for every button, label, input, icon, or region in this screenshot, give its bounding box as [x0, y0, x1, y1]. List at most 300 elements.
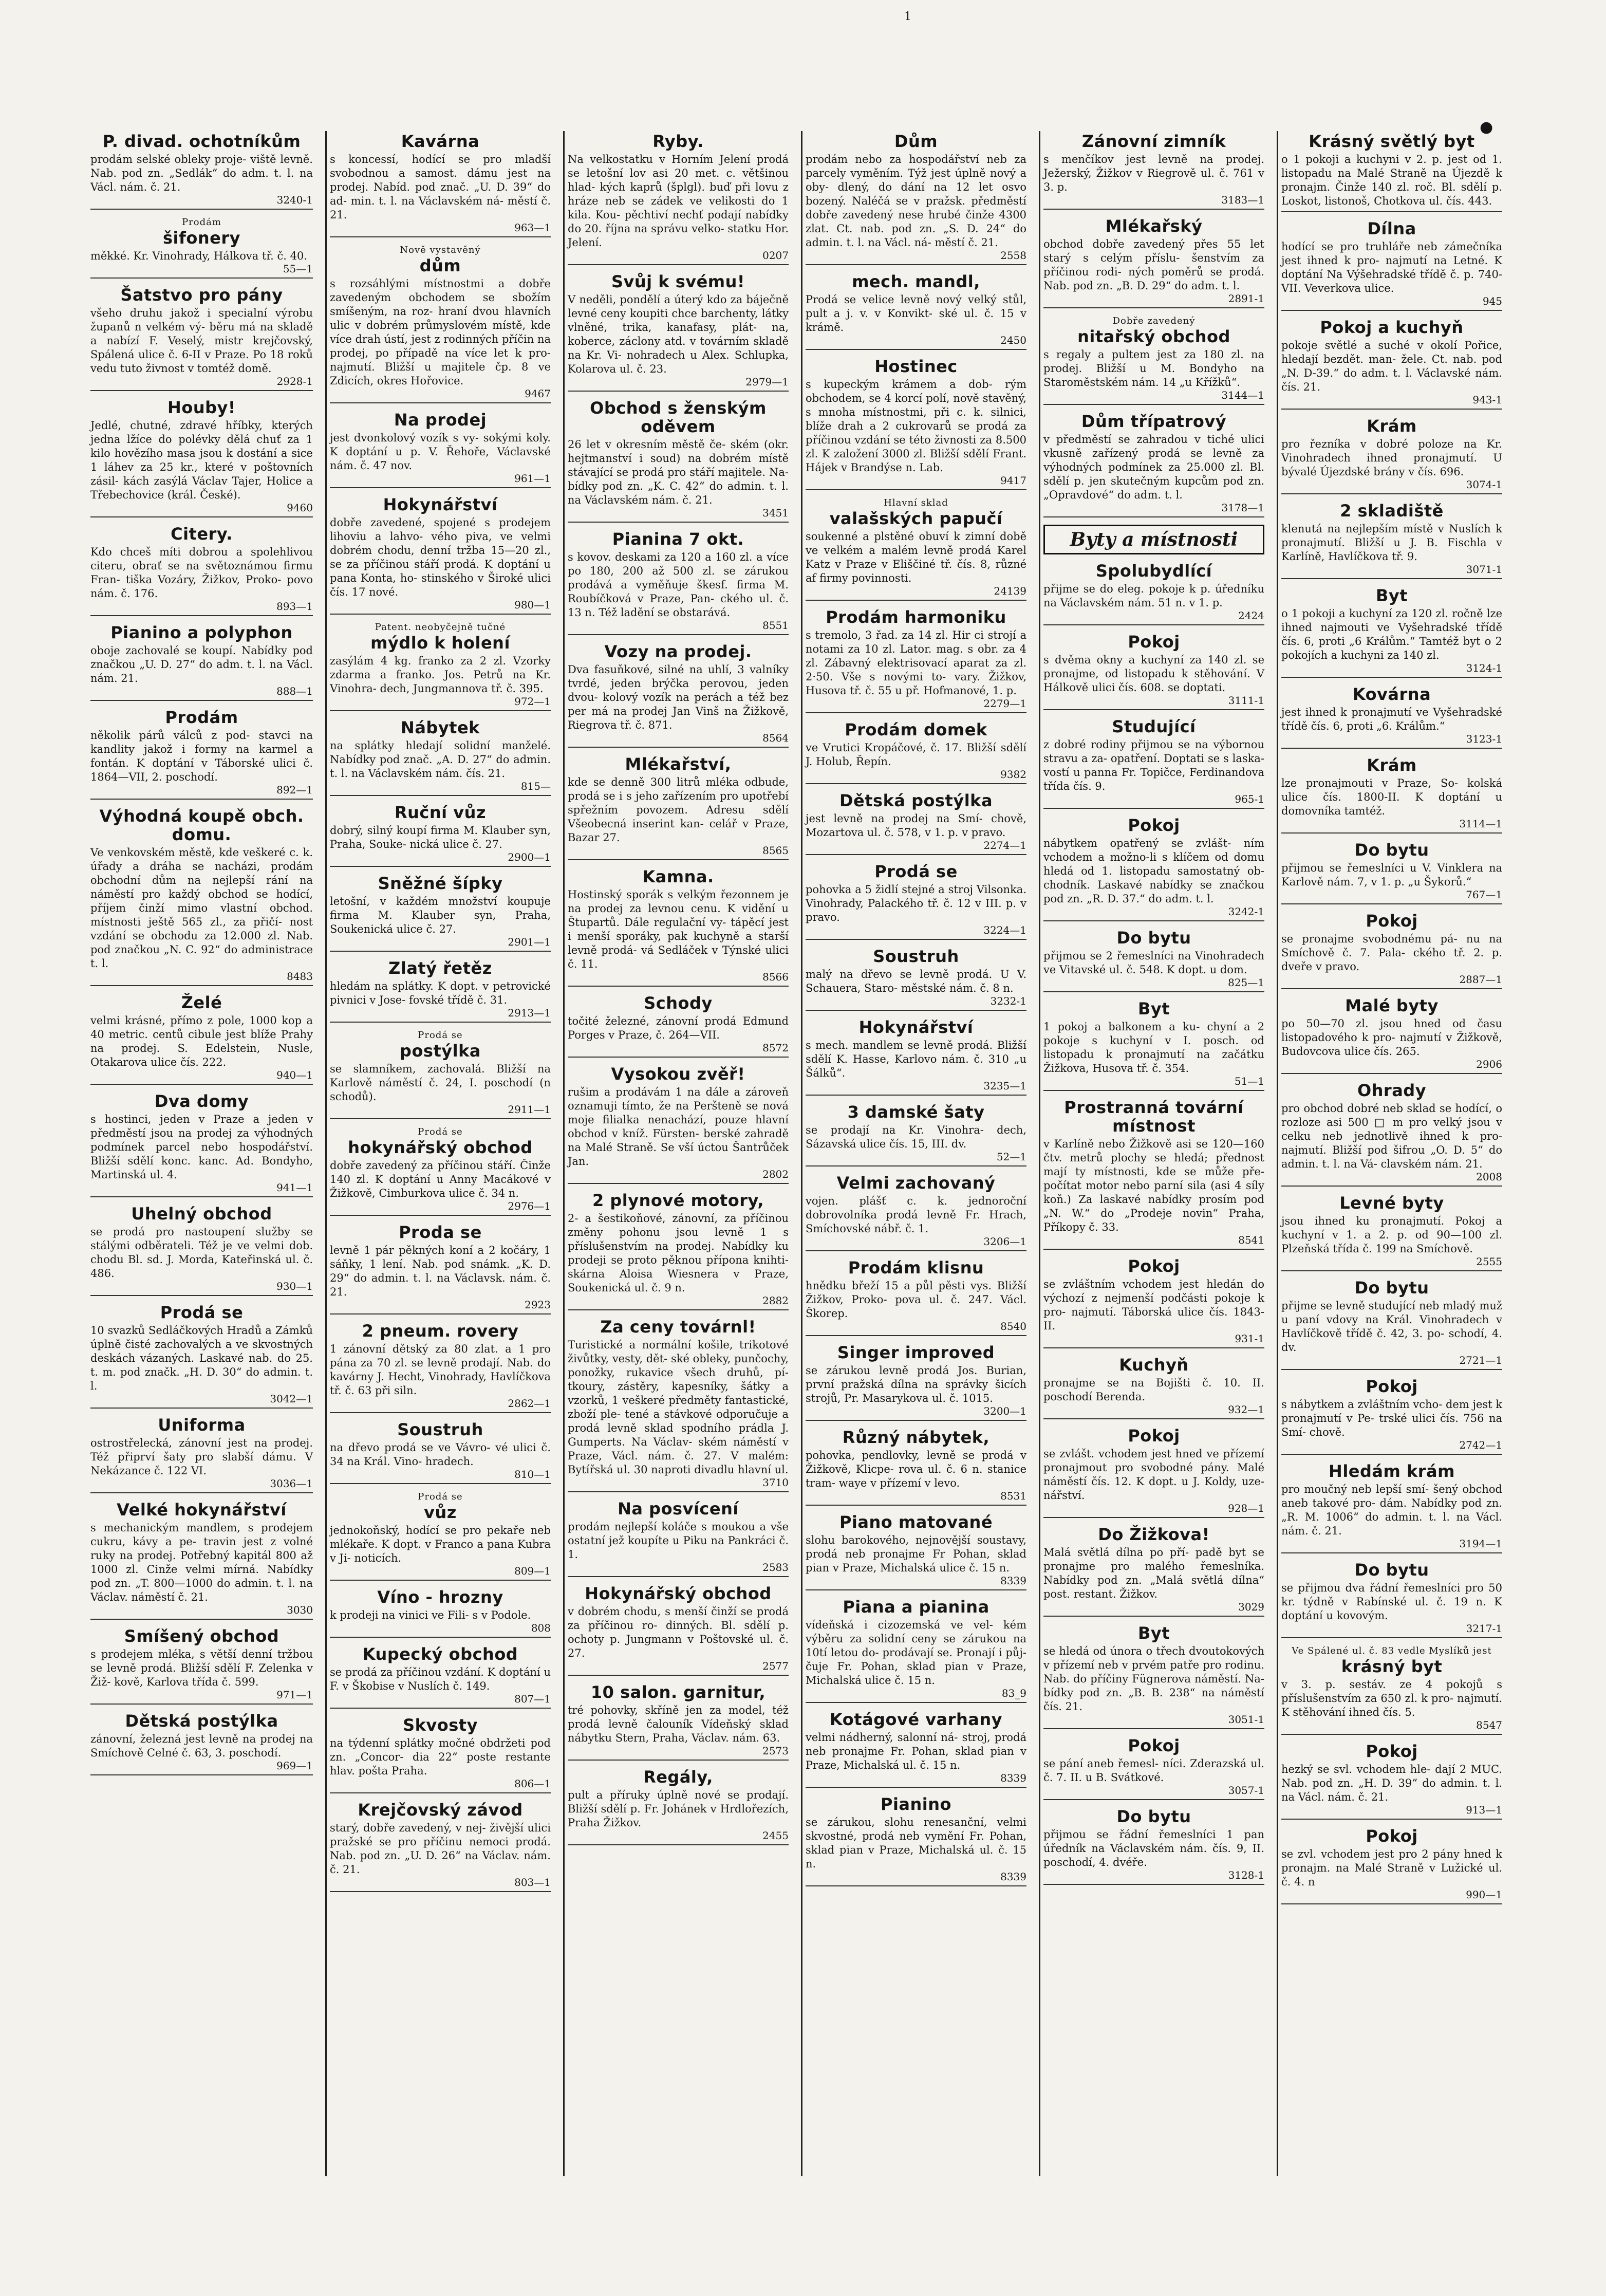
ad-reference-number: 2721—1 [1459, 1354, 1502, 1366]
ad-text: soukenné a plstěné obuví k zimní době ve velkém a malém levně prodá Karel Katz v Praze v Eliščiné tř. čís. 8, různé af firmy povinnosti. [806, 530, 1026, 584]
column-2 [325, 131, 554, 2176]
ad-text: 26 let v okresním městě če- ském (okr. hejtmanství i soud) na dobrém místě stávající se prodá pro stáří majitele. Na- bídky pod zn. „K. C. 42“ do admin. t. l. na Václavském nám. č. 21. [568, 438, 789, 506]
ad-kicker: Patent. neobyčejně tučné [375, 622, 506, 633]
ad-reference-number: 3235—1 [983, 1080, 1026, 1092]
classified-ad [806, 1018, 1026, 1096]
ad-reference-number: 3111-1 [1228, 694, 1264, 707]
ad-reference-number: 2906 [1476, 1058, 1502, 1070]
ad-heading: Pianino a polyphon [110, 623, 293, 642]
classified-ad [806, 1103, 1026, 1166]
classified-ad [1281, 841, 1502, 904]
ad-reference-number: 2913—1 [508, 1007, 551, 1019]
ad-heading: Mlékařský [1105, 216, 1203, 236]
ad-heading: Uniforma [158, 1415, 246, 1435]
ad-heading: šifonery [162, 228, 241, 248]
ad-heading: Kotágové varhany [830, 1710, 1002, 1729]
ad-kicker: Prodá se [418, 1126, 463, 1137]
ad-reference-number: 2979—1 [745, 376, 789, 388]
classified-ad [330, 1491, 551, 1581]
classified-ad [330, 132, 551, 237]
ad-heading: 2 skladiště [1340, 501, 1444, 521]
ad-heading: Sněžné šípky [378, 874, 503, 893]
column-1 [87, 131, 316, 2176]
classified-ad [1281, 996, 1502, 1074]
ad-reference-number: 3451 [762, 507, 789, 519]
ad-text: pohovka a 5 židlí stejné a stroj Vilsonka. Vinohrady, Palackého tř. č. 12 v III. p. v pravo. [806, 883, 1026, 923]
classified-ad [568, 272, 789, 392]
ad-heading: Prodám domek [845, 720, 987, 739]
classified-ad [806, 947, 1026, 1011]
ad-text: rušim a prodávám 1 na dále a zároveň oznamuji tímto, že na Peršteně se nová moje filialka nenachází, pouze hlavní obchod v kníž. Fürsten- berské zahradě na Malé Straně. Se vší úctou Šantrůček Jan. [568, 1086, 789, 1168]
ad-text: se prodá za příčinou vzdání. K doptání u F. v Škobise v Nuslích č. 149. [330, 1666, 551, 1692]
classified-ad [90, 807, 313, 986]
ad-reference-number: 0207 [762, 249, 789, 262]
ad-heading: 2 pneum. rovery [362, 1321, 519, 1341]
ad-text: velmi krásné, přímo z pole, 1000 kop a 40 metric. centů cibule jest blíže Prahy na prodej. S. Edelstein, Nusle, Otakarova ulice čís. 222. [90, 1014, 313, 1068]
ad-reference-number: 2583 [762, 1561, 789, 1573]
ad-text: točité železné, zánovní prodá Edmund Porges v Praze, č. 264—VII. [568, 1015, 789, 1041]
classified-ad [1281, 502, 1502, 579]
ad-text: 1 pokoj a balkonem a ku- chyní a 2 pokoje s kuchyní v I. posch. od listopadu k pronajmutí na začátku Žižkova, Husova tř. č. 354. [1043, 1021, 1264, 1075]
ad-heading: Krásný světlý byt [1309, 132, 1475, 151]
ad-text: V neděli, pondělí a úterý kdo za báječně levné ceny koupiti chce barchenty, látky vlněné, trika, kanafasy, plát- na, koberce, záclony atd. v továrním skladě na Kr. Vi- nohradech u Alex. Schlupka, Kolarova ul. č. 23. [568, 293, 789, 375]
ad-heading: valašských papučí [829, 509, 1003, 528]
ad-text: s kovov. deskami za 120 a 160 zl. a více po 180, 200 až 500 zl. se zárukou prodává a vyměňuje škesf. firma M. Roubíčková v Praze, Pan- ckého ul. č. 13 n. Též ladění se obstarává. [568, 551, 789, 619]
ad-reference-number: 3057-1 [1228, 1784, 1264, 1797]
ad-heading: Do bytu [1354, 840, 1429, 860]
ad-text: přijmou se řemeslníci u V. Vinklera na Karlově nám. 7, v 1. p. „u Šykorů.“ [1281, 862, 1502, 888]
ad-kicker: Ve Spálené ul. č. 83 vedle Myslíků jest [1292, 1645, 1492, 1656]
classified-ad [806, 1598, 1026, 1703]
classified-ad [90, 217, 313, 279]
classified-ad [568, 1768, 789, 1845]
ad-reference-number: 52—1 [996, 1151, 1026, 1163]
ad-reference-number: 965-1 [1235, 793, 1264, 805]
classified-ad [330, 718, 551, 796]
ad-heading: P. divad. ochotníkům [102, 132, 301, 151]
ad-heading: Hostinec [874, 357, 958, 376]
classified-ad [806, 1710, 1026, 1788]
ad-heading: mýdlo k holení [370, 633, 510, 653]
classified-ad [1043, 1807, 1264, 1885]
ad-reference-number: 8551 [762, 619, 789, 632]
classified-ad [90, 1205, 313, 1296]
ad-reference-number: 9467 [525, 387, 551, 400]
ad-text: se přijmou dva řádní řemeslníci pro 50 kr. týdně v Rabínské ul. č. 19 n. K doptání u kovovým. [1281, 1582, 1502, 1622]
ad-heading: Zlatý řetěz [388, 958, 492, 978]
ad-reference-number: 83_9 [1001, 1687, 1026, 1699]
ad-heading: Dům [894, 132, 938, 151]
ad-reference-number: 767—1 [1466, 888, 1502, 901]
ad-heading: Šatstvo pro pány [120, 285, 283, 305]
ad-reference-number: 3071-1 [1466, 563, 1502, 576]
ad-heading: Ryby. [652, 132, 704, 151]
ad-text: se zvl. vchodem jest pro 2 pány hned k pronajm. na Malé Straně v Lužické ul. č. 4. n [1281, 1848, 1502, 1888]
ad-heading: Víno - hrozny [377, 1587, 503, 1607]
ad-text: se pronajme svobodnému pá- nu na Smíchově č. 7. Pala- ckého tř. 2. p. dveře v pravo. [1281, 933, 1502, 973]
ad-reference-number: 8540 [1000, 1320, 1026, 1332]
classified-ad [1281, 1462, 1502, 1553]
ad-reference-number: 2279—1 [983, 697, 1026, 710]
column-6 [1277, 131, 1505, 2176]
ad-text: levně 1 pár pěkných koní a 2 kočáry, 1 sáňky, 1 lení. Nab. pod snámk. „K. D. 29“ do admin. t. l. na Václavsk. nám. č. 21. [330, 1244, 551, 1298]
ad-reference-number: 971—1 [276, 1689, 313, 1701]
ad-reference-number: 806—1 [514, 1777, 551, 1790]
classified-ad [806, 608, 1026, 713]
ad-text: na týdenní splátky močné obdržeti pod zn. „Concor- dia 22“ poste restante hlav. pošta Praha. [330, 1737, 551, 1777]
ad-text: kde se denně 300 litrů mléka odbude, prodá se i s jeho zařízením pro upotřebí spřežním povozem. Adresu sdělí Všeobecná inserint kan- celář v Praze, Bazar 27. [568, 776, 789, 844]
ad-reference-number: 2882 [762, 1294, 789, 1307]
ad-heading: Nábytek [401, 718, 480, 737]
classified-ad [1043, 816, 1264, 921]
ad-text: zasýlám 4 kg. franko za 2 zl. Vzorky zdarma a franko. Jos. Petrů na Kr. Vinohra- dech, Jungmannova tř. č. 395. [330, 655, 551, 695]
ad-heading: Pokoj [1128, 632, 1180, 652]
ad-reference-number: 2555 [1476, 1255, 1502, 1268]
ad-text: se slamníkem, zachovalá. Bližší na Karlově náměstí č. 24, I. poschodí (n schodů). [330, 1063, 551, 1103]
ad-text: pronajme se na Bojišti č. 10. II. poschodí Berenda. [1043, 1377, 1264, 1403]
ad-text: v dobrém chodu, s menší činží se prodá za příčinou ro- dinných. Bl. sdělí p. ochoty p. Jungmann v Poštovské ul. č. 27. [568, 1605, 789, 1659]
ad-text: se hledá od února o třech dvoutokových v přízemí neb v prvém patře pro rodinu. Nab. do příčiny Fügnerova náměstí. Na- bídky pod zn. „B. B. 238“ na náměstí čís. 21. [1043, 1645, 1264, 1713]
ad-reference-number: 931-1 [1235, 1332, 1264, 1345]
ad-reference-number: 8547 [1476, 1719, 1502, 1731]
ad-heading: Dětská postýlka [839, 791, 993, 810]
ad-reference-number: 930—1 [276, 1280, 313, 1292]
classified-ad [1043, 999, 1264, 1091]
ad-heading: Velmi zachovaný [836, 1173, 996, 1193]
ad-text: po 50—70 zl. jsou hned od času listopadového k pro- najmutí v Žižkově, Budovcova ulice čís. 265. [1281, 1017, 1502, 1058]
classified-ad [568, 755, 789, 860]
ad-heading: Prodám klisnu [848, 1258, 984, 1277]
ad-heading: Krám [1367, 416, 1417, 436]
ad-heading: Krejčovský závod [358, 1800, 523, 1820]
ad-reference-number: 8339 [1000, 1575, 1026, 1587]
ad-reference-number: 2558 [1000, 249, 1026, 262]
classified-ad [1043, 412, 1264, 517]
classified-ad [1043, 1427, 1264, 1518]
classified-ad [806, 1343, 1026, 1421]
ad-reference-number: 8565 [762, 844, 789, 857]
ad-text: ostrostřelecká, zánovní jest na prodej. Též připrví šaty pro slabší dámu. V Nekázance č. 122 VI. [90, 1437, 313, 1477]
ad-text: 1 zánovní dětský za 80 zlat. a 1 pro pána za 70 zl. se levně prodají. Nab. do kavárny J. Hecht, Vinohrady, Havlíčkova tř. č. 63 při siln. [330, 1343, 551, 1397]
ad-text: s menčíkov jest levně na prodej. Ježerský, Žižkov v Riegrově ul. č. 761 v 3. p. [1043, 153, 1264, 193]
column-3 [563, 131, 792, 2176]
ad-heading: Svůj k svému! [611, 272, 745, 291]
ad-text: prodám selské obleky proje- viště levně. Nab. pod zn. „Sedlák“ do adm. t. l. na Václ. nám. č. 21. [90, 153, 313, 193]
classified-ad [1043, 1257, 1264, 1348]
ad-reference-number: 932—1 [1228, 1403, 1264, 1416]
classified-ad [90, 708, 313, 800]
classified-ad [90, 1416, 313, 1493]
ad-reference-number: 3710 [762, 1476, 789, 1489]
ad-reference-number: 8564 [762, 732, 789, 744]
ad-reference-number: 2577 [762, 1660, 789, 1672]
classified-ad [568, 867, 789, 987]
ad-reference-number: 3123-1 [1466, 733, 1502, 745]
classified-ad [330, 1716, 551, 1793]
ad-text: v 3. p. sestáv. ze 4 pokojů s příslušenstvím za 650 zl. k pro- najmutí. K stěhování ihned čís. 5. [1281, 1678, 1502, 1718]
classified-ad [1281, 318, 1502, 410]
ad-heading: Pokoj [1366, 911, 1418, 931]
ad-reference-number: 803—1 [514, 1876, 551, 1888]
classified-ad [90, 1303, 313, 1409]
ad-reference-number: 8531 [1000, 1490, 1026, 1502]
classified-ad [806, 1258, 1026, 1336]
ad-reference-number: 9460 [287, 502, 313, 514]
classified-ad [90, 1627, 313, 1705]
ad-heading: Kupecký obchod [362, 1644, 518, 1664]
classified-ad [330, 1322, 551, 1413]
ad-text: Jedlé, chutné, zdravé hříbky, kterých jedna lžíce do polévky dělá chuť za 1 kilo hovězího masa jsou k dostání a sice 1 láhev za 25 kr., které v poštovních zásil- kách zasýlá Václav Tajer, Holice a Třebechovice (král. České). [90, 419, 313, 501]
classified-ad [806, 272, 1026, 350]
ad-heading: Pianino [880, 1794, 952, 1814]
ad-heading: Byt [1137, 1623, 1170, 1643]
ad-heading: Kavárna [401, 132, 480, 151]
classified-ad [806, 1513, 1026, 1590]
ad-reference-number: 3036—1 [270, 1477, 313, 1490]
classified-ad [1281, 1194, 1502, 1271]
ad-heading: Prodá se [160, 1303, 244, 1322]
ad-heading: Kuchyň [1119, 1355, 1189, 1375]
ad-heading: Pokoj [1128, 816, 1180, 835]
ad-text: s koncessí, hodící se pro mladší svobodnou a samost. dámu jest na prodej. Nabíd. pod znač. „U. D. 39“ do ad- min. t. l. na Václavském ná- městí č. 21. [330, 153, 551, 221]
ad-text: jednokoňský, hodící se pro pekaře neb mlékaře. K dopt. v Franco a pana Kubra v Ji- noticích. [330, 1524, 551, 1564]
ad-reference-number: 969—1 [276, 1760, 313, 1772]
classified-ad [1043, 1098, 1264, 1250]
classified-ad [568, 1191, 789, 1310]
ad-text: vídeňská i cizozemská ve vel- kém výběru za solidní ceny se zárukou na 10tí letou do- prodávají se. Pronají i půj- čuje Fr. Pohan, sklad pian v Praze, Michalská ulice č. 15 n. [806, 1619, 1026, 1687]
ad-text: s kupeckým krámem a dob- rým obchodem, se 4 korcí polí, nově stavěný, s mnoha místnostmi, při c. k. silnici, blíže drah a 2 cukrovarů se prodá za příčinou vzdání se této živnosti za 8.500 zl. K založení 3000 zl. Bližší sdělí Frant. Hájek v Brandýse n. Lab. [806, 378, 1026, 474]
ad-text: několik párů válců z pod- stavci na kandlity jakož i formy na karmel a fontán. K doptání v Táborské ulici č. 1864—VII, 2. poschodí. [90, 729, 313, 783]
ad-text: přijmou se řádní řemeslníci 1 pan úředník na Václavském nám. čís. 9, II. poschodí, 4. dvéře. [1043, 1828, 1264, 1868]
ad-reference-number: 8483 [287, 970, 313, 983]
ad-reference-number: 3178—1 [1221, 502, 1264, 514]
ad-text: se zárukou levně prodá Jos. Burian, první pražská dílna na správky šicích strojů, Pr. Masarykova ul. č. 1015. [806, 1364, 1026, 1404]
classified-ad [806, 357, 1026, 490]
ad-text: hledám na splátky. K dopt. v petrovické pivnici v Jose- fovské třídě č. 31. [330, 980, 551, 1006]
classified-ad [330, 411, 551, 488]
classified-ad [1043, 316, 1264, 405]
ad-heading: Do Žižkova! [1098, 1525, 1210, 1544]
ad-reference-number: 3200—1 [983, 1405, 1026, 1417]
ad-heading: Prodám [165, 708, 238, 727]
ad-reference-number: 815— [520, 780, 551, 792]
ad-text: se zvláštním vchodem jest hledán do výchozí z nejmenší podčásti pokoje k pro- najmutí. Táborská ulice čís. 1843-II. [1043, 1278, 1264, 1332]
ad-heading: 2 plynové motory, [592, 1191, 764, 1210]
ad-text: prodám nejlepší koláče s moukou a vše ostatní jež koupíte u Piku na Pankráci č. 1. [568, 1521, 789, 1561]
classified-ad [1281, 756, 1502, 834]
ad-reference-number: 2424 [1238, 609, 1264, 622]
classified-ad [806, 1174, 1026, 1251]
classified-ad [1281, 1377, 1502, 1455]
ad-heading: Hokynářství [383, 495, 498, 514]
ad-heading: Do bytu [1354, 1560, 1429, 1580]
ad-text: všeho druhu jakož i specialní výrobu županů n velkém vý- běru má na skladě a nabízí F. Veselý, mistr krejčovský, Spálená ulice č. 6-II v Praze. Po 18 roků vedu tuto živnost v tomtéž domě. [90, 307, 313, 375]
classified-ad [568, 642, 789, 748]
classified-ad [1281, 1827, 1502, 1904]
ad-text: se prodá pro nastoupení služby se stálými odběrateli. Též je ve velmi dob. chodu Bl. sd. J. Morda, Kateřinská ul. č. 486. [90, 1226, 313, 1280]
classified-ad [1043, 1624, 1264, 1729]
ad-reference-number: 943-1 [1472, 394, 1502, 406]
ad-heading: Proda se [399, 1223, 482, 1242]
classified-ad [330, 1645, 551, 1709]
ad-heading: Regály, [643, 1767, 713, 1787]
classified-ad [1281, 219, 1502, 311]
ad-heading: Citery. [171, 524, 233, 544]
ad-heading: Hledám krám [1329, 1461, 1455, 1481]
ad-heading: Piana a pianina [843, 1597, 989, 1617]
ad-reference-number: 2928-1 [276, 375, 313, 387]
ad-text: přijme se levně studující neb mladý muž u paní vdovy na Král. Vinohradech v Havlíčkově třídě č. 42, 3. po- schodí, 4. dv. [1281, 1300, 1502, 1354]
ad-text: s prodejem mléka, s větší denní tržbou se levně prodá. Bližší sdělí F. Zelenka v Žiž- kově, Karlova třída č. 599. [90, 1648, 313, 1688]
ad-text: přijme se do eleg. pokoje k p. úředníku na Václavském nám. 51 n. v 1. p. [1043, 583, 1264, 609]
classified-ad [1043, 1356, 1264, 1419]
ad-heading: Do bytu [1354, 1278, 1429, 1298]
ad-text: se zárukou, slohu renesanční, velmi skvostné, prodá neb vymění Fr. Pohan, sklad pian v Praze, Michalská ul. č. 15 n. [806, 1816, 1026, 1870]
ad-heading: Pianina 7 okt. [612, 529, 744, 549]
ad-heading: Malé byty [1345, 996, 1439, 1015]
ad-text: velmi nádherný, salonní ná- stroj, prodá neb pronajme Fr. Pohan, sklad pian v Praze, Michalská ul. č. 15 n. [806, 1731, 1026, 1771]
ad-heading: Pokoj [1128, 1426, 1180, 1446]
ad-text: zánovní, železná jest levně na prodej na Smíchově Celné č. 63, 3. poschodí. [90, 1733, 313, 1759]
ad-reference-number: 913—1 [1466, 1804, 1502, 1816]
classified-ad [330, 1223, 551, 1314]
ad-reference-number: 810—1 [514, 1468, 551, 1480]
ad-heading: Dva domy [154, 1091, 249, 1111]
ad-text: obchod dobře zavedený přes 55 let starý s celým příslu- šenstvím za příčinou rodi- ných poměrů se prodá. Nab. pod zn. „B. D. 29“ do adm. t. l. [1043, 238, 1264, 292]
classified-ad [568, 132, 789, 265]
classified-ad [568, 1584, 789, 1676]
ad-reference-number: 2450 [1000, 334, 1026, 346]
ad-heading: Dům třípatrový [1081, 412, 1227, 431]
ad-text: jest ihned k pronajmutí ve Vyšehradské třídě čís. 6, proti „6. Králům.“ [1281, 706, 1502, 732]
classified-ad [90, 1712, 313, 1775]
ad-text: oboje zachovalé se koupí. Nabídky pod značkou „U. D. 27“ do adm. t. l. na Václ. nám. 21. [90, 644, 313, 684]
ad-reference-number: 2274—1 [983, 839, 1026, 851]
ad-reference-number: 3042—1 [270, 1393, 313, 1405]
ad-heading: Krám [1367, 755, 1417, 775]
ad-reference-number: 825—1 [1228, 976, 1264, 989]
ad-kicker: Hlavní sklad [884, 497, 948, 508]
classified-ad [1281, 912, 1502, 989]
ad-text: hnědku břeží 15 a půl pěsti vys. Bližší Žižkov, Proko- pova ul. č. 247. Václ. Škorep. [806, 1280, 1026, 1320]
ad-heading: Prodám harmoniku [826, 607, 1006, 627]
classified-ad [568, 530, 789, 635]
classified-ad [1281, 1081, 1502, 1187]
ad-heading: Pokoj [1128, 1256, 1180, 1276]
ad-text: Kdo chceš míti dobrou a spolehlivou citeru, obrať se na světoznámou firmu Fran- tiška Vozáry, Žižkov, Proko- povo nám. č. 176. [90, 546, 313, 600]
ad-heading: Vozy na prodej. [604, 642, 752, 661]
ad-text: s mech. mandlem se levně prodá. Bližší sdělí K. Hasse, Karlovo nám. č. 310 „u Šálků“. [806, 1039, 1026, 1079]
classified-ad [90, 132, 313, 210]
ad-text: se zvlášt. vchodem jest hned ve přízemí pronajmout pro svobodné pány. Malé náměstí čís. 12. K dopt. u J. Koldy, uze- nářství. [1043, 1448, 1264, 1502]
ad-heading: Studující [1112, 717, 1196, 736]
ad-reference-number: 8339 [1000, 1772, 1026, 1784]
ad-reference-number: 3194—1 [1459, 1538, 1502, 1550]
ad-text: prodám nebo za hospodářství neb za parcely vyměním. Týž jest úplně nový a oby- dlený, do dání na 12 let osvo bozený. Naléčá se v pražsk. předměstí dobře zavedený nese hrubé činže 4300 zlat. Ct. nab. pod zn. „S. D. 24“ do admin. t. l. na Václ. ná- městí č. 21. [806, 153, 1026, 249]
ad-text: Malá světlá dílna po pří- padě byt se pronajme pro malého řemeslníka. Nabídky pod zn. „Malá světlá dílna“ post. restant. Žižkov. [1043, 1546, 1264, 1600]
ad-text: na splátky hledají solidní manželé. Nabídky pod znač. „A. D. 27“ do admin. t. l. na Václavském nám. čís. 21. [330, 739, 551, 780]
ad-reference-number: 3124-1 [1466, 662, 1502, 674]
ad-text: dobrý, silný koupí firma M. Klauber syn, Praha, Souke- nická ulice č. 27. [330, 824, 551, 850]
ad-text: Prodá se velice levně nový velký stůl, pult a j. v. v Konvikt- ské ul. č. 15 v krámě. [806, 293, 1026, 334]
ad-reference-number: 3206—1 [983, 1235, 1026, 1248]
ad-text: Turistické a normální košile, trikotové živůtky, vesty, dět- ské obleky, punčochy, ponožky, rukavice všech druhů, pí- tkoury, zástěry, kapesníky, šátky a vzorků, 1 veškeré předměty fantastické, zboží ple- tené a stávkové odporučuje a prodá levně sklad spodního prádla J. Gumperts. Na Václav- ském náměstí v Praze, Václ. nám. č. 27. V malém: Bytířská ul. 30 naproti divadlu hlavní ul. [568, 1339, 789, 1476]
ad-heading: Singer improved [837, 1343, 995, 1362]
ad-text: přijmou se 2 řemeslníci na Vinohradech ve Vitavské ul. č. 548. K dopt. u dom. [1043, 950, 1264, 976]
classified-ad [330, 1126, 551, 1216]
ad-kicker: Prodá se [418, 1030, 463, 1041]
ad-heading: Schody [644, 993, 713, 1013]
classified-ad [806, 862, 1026, 940]
classified-ad [90, 398, 313, 517]
classified-ad [330, 1420, 551, 1484]
ad-text: 10 svazků Sedláčkových Hradů a Zámků úplně čisté zachovalých a ve skvostných deskách vázaných. Laskavé nab. do 25. t. m. pod značk. „H. D. 30“ do admin. t. l. [90, 1324, 313, 1392]
ad-reference-number: 3183—1 [1221, 194, 1264, 206]
section-banner: Byty a místnosti [1043, 525, 1264, 554]
ad-reference-number: 3224—1 [983, 924, 1026, 936]
ad-text: 2- a šestikoňové, zánovní, za příčinou změny pohonu jsou levně 1 s příslušenstvím na prodej. Nabídky ku prodeji se proto pěknou přípona knihti- skárna Aloisa Wiesnera v Praze, Soukenická ul. č. 9 n. [568, 1212, 789, 1294]
ad-reference-number: 990—1 [1466, 1888, 1502, 1901]
classified-ad [90, 286, 313, 391]
ad-reference-number: 3217-1 [1466, 1622, 1502, 1635]
ad-heading: Obchod s ženským oděvem [590, 398, 767, 436]
classified-ad [1043, 717, 1264, 809]
ad-text: malý na dřevo se levně prodá. U V. Schauera, Staro- městské nám. č. 8 n. [806, 968, 1026, 994]
ad-text: Dva fasuňkové, silné na uhlí, 3 valníky tvrdé, jeden brýčka perovou, jeden dvou- kolový vozík na perách a též bez per má na prodej Jan Vinš na Žižkově, Riegrova tř. č. 871. [568, 663, 789, 731]
ad-reference-number: 2862—1 [508, 1397, 551, 1410]
column-4 [801, 131, 1030, 2176]
ad-reference-number: 808 [531, 1622, 551, 1634]
ad-heading: Piano matované [839, 1512, 993, 1532]
margin-dot: ● [1480, 118, 1493, 136]
classified-ad [90, 1501, 313, 1620]
ad-text: s dvěma okny a kuchyní za 140 zl. se pronajme, od listopadu k stěhování. V Hálkově ulici čís. 608. se doptati. [1043, 654, 1264, 694]
ad-reference-number: 972—1 [514, 695, 551, 708]
ad-text: Hostinský sporák s velkým řezonnem je na prodej za levnou cenu. K vidění u Štupartů. Dále regulační vy- tápěcí jest i menší sporáky, pak kuchyně a starší levně prodá- vá Sedláček v Týnské ulici č. 11. [568, 888, 789, 970]
ad-reference-number: 2008 [1476, 1171, 1502, 1183]
classified-ad [1281, 1561, 1502, 1638]
classified-ad [568, 994, 789, 1058]
classified-ad [568, 1318, 789, 1492]
classified-ad [1281, 1645, 1502, 1735]
ad-reference-number: 892—1 [276, 784, 313, 796]
classified-ad [1281, 417, 1502, 494]
ad-heading: Pokoj a kuchyň [1320, 318, 1464, 337]
classified-ad [330, 959, 551, 1023]
ad-reference-number: 940—1 [276, 1069, 313, 1081]
ad-reference-number: 9382 [1000, 768, 1026, 781]
ad-text: nábytkem opatřený se zvlášt- ním vchodem a možno-li s klíčem od domu hledá od 1. listopadu samostatný ob- chodník. Laskavé nabídky se značkou pod zn. „R. D. 37.“ do adm. t. l. [1043, 837, 1264, 905]
ad-heading: Byt [1137, 999, 1170, 1019]
classified-ad [330, 1030, 551, 1119]
ad-reference-number: 24139 [994, 585, 1026, 597]
ad-heading: dům [419, 256, 461, 275]
ad-heading: Různý nábytek, [842, 1428, 990, 1447]
ad-heading: mech. mandl, [852, 272, 980, 291]
ad-text: jest levně na prodej na Smí- chově, Mozartova ul. č. 578, v 1. p. v pravo. [806, 812, 1026, 839]
ad-reference-number: 2900—1 [508, 851, 551, 863]
ad-text: s nábytkem a zvláštním vcho- dem jest k pronajmutí v Pe- trské ulici čís. 756 na Smí- chově. [1281, 1398, 1502, 1438]
ad-reference-number: 2891-1 [1228, 292, 1264, 305]
classified-ad [90, 623, 313, 701]
ad-reference-number: 945 [1482, 295, 1502, 307]
ad-reference-number: 980—1 [514, 599, 551, 611]
classified-ad [806, 1795, 1026, 1886]
ad-heading: Pokoj [1128, 1736, 1180, 1755]
classified-ad [1281, 1742, 1502, 1820]
ad-text: měkké. Kr. Vinohrady, Hálkova tř. č. 40. [90, 250, 307, 262]
classified-ad [806, 1428, 1026, 1506]
